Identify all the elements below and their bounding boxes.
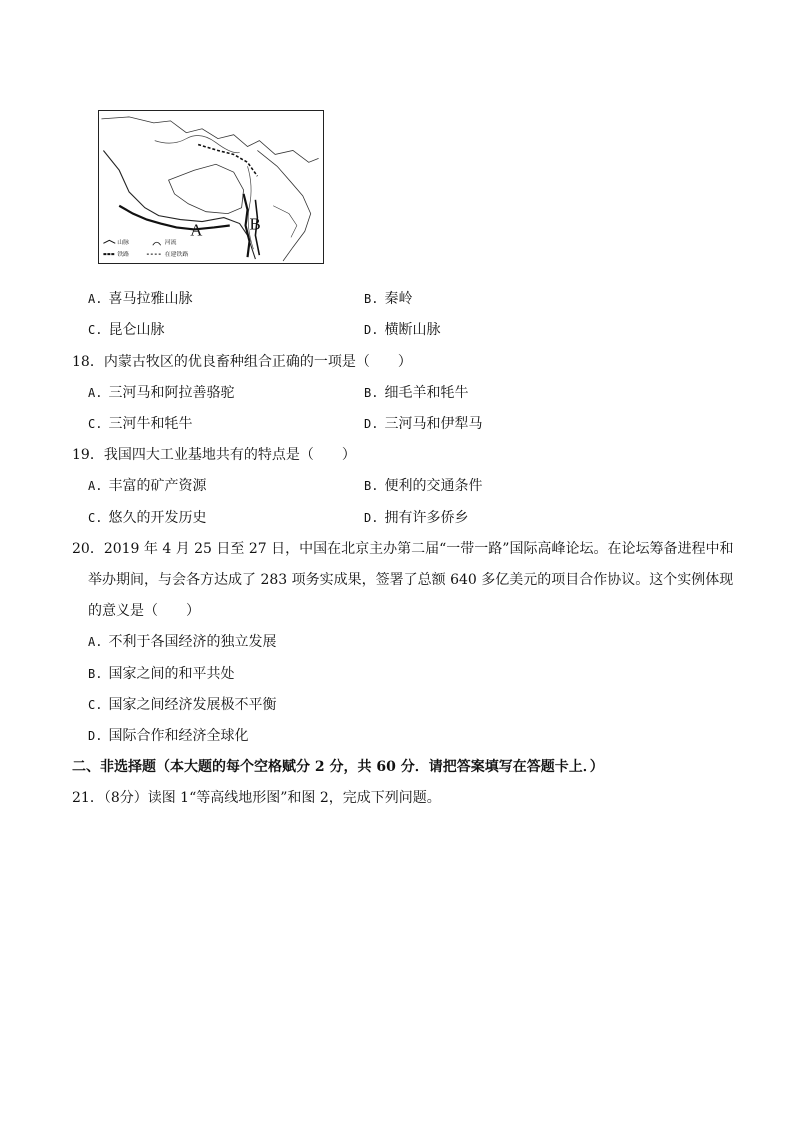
border-line <box>101 117 318 162</box>
q18-option-b[interactable] <box>364 383 468 403</box>
option-text: 国际合作和经济全球化 <box>108 728 249 744</box>
legend-mountain: 山脉 <box>117 240 130 247</box>
q20-stem-line-1: 20．2019 年 4 月 25 日至 27 日，中国在北京主办第二届“一带一路”国际高峰论坛。在论坛筹备进程中和 <box>72 541 734 557</box>
option-letter: A. <box>88 386 103 400</box>
railway-line <box>198 145 257 177</box>
option-letter: B. <box>88 667 103 681</box>
map-label-b: B <box>249 214 261 234</box>
q18-option-c[interactable] <box>88 414 192 434</box>
q18-option-d[interactable] <box>364 414 482 434</box>
q20-option-a[interactable] <box>88 632 276 652</box>
map-drawing <box>99 111 323 263</box>
q18-option-a[interactable] <box>88 383 234 403</box>
q17-option-a[interactable] <box>88 289 192 309</box>
option-letter: C. <box>88 698 103 712</box>
option-letter: D. <box>364 323 379 337</box>
border-line <box>273 206 297 238</box>
q19-option-a[interactable] <box>88 476 206 496</box>
q20-option-c[interactable] <box>88 695 276 715</box>
q19-option-c[interactable] <box>88 508 206 528</box>
option-letter: A. <box>88 635 103 649</box>
section-heading: 二、非选择题（本大题的每个空格赋分 2 分，共 60 分．请把答案填写在答题卡上．） <box>72 759 604 775</box>
option-text: 拥有许多侨乡 <box>384 510 469 526</box>
option-text: 秦岭 <box>384 291 413 307</box>
option-text: 昆仑山脉 <box>108 322 165 338</box>
mountain-range-a <box>119 206 230 230</box>
option-text: 丰富的矿产资源 <box>108 478 207 494</box>
q19-option-b[interactable] <box>364 476 482 496</box>
option-text: 便利的交通条件 <box>384 478 483 494</box>
q19-option-d[interactable] <box>364 508 468 528</box>
region-outline <box>169 164 244 213</box>
q20-option-b[interactable] <box>88 664 234 684</box>
option-letter: C. <box>88 511 103 525</box>
option-letter: B. <box>364 479 379 493</box>
option-text: 不利于各国经济的独立发展 <box>108 634 277 650</box>
q17-option-b[interactable] <box>364 289 412 309</box>
option-letter: A. <box>88 292 103 306</box>
option-letter: C. <box>88 323 103 337</box>
river-line <box>155 135 240 152</box>
q17-option-c[interactable] <box>88 320 164 340</box>
option-letter: B. <box>364 386 379 400</box>
option-letter: B. <box>364 292 379 306</box>
q18-stem: 18．内蒙古牧区的优良畜种组合正确的一项是（ ） <box>72 354 412 370</box>
option-letter: A. <box>88 479 103 493</box>
legend-planned-railway: 在建铁路 <box>164 252 189 259</box>
border-line <box>257 150 310 261</box>
option-text: 三河马和阿拉善骆驼 <box>108 385 235 401</box>
legend-river: 河流 <box>164 240 177 247</box>
option-letter: D. <box>364 511 379 525</box>
option-letter: D. <box>364 417 379 431</box>
region-map <box>98 110 324 264</box>
option-text: 三河牛和牦牛 <box>108 416 193 432</box>
q20-option-d[interactable] <box>88 726 248 746</box>
q19-stem: 19．我国四大工业基地共有的特点是（ ） <box>72 447 356 463</box>
map-legend <box>103 238 188 258</box>
option-text: 三河马和伊犁马 <box>384 416 483 432</box>
option-letter: C. <box>88 417 103 431</box>
legend-railway: 铁路 <box>117 252 130 259</box>
option-text: 国家之间的和平共处 <box>108 666 235 682</box>
map-label-a: A <box>190 220 203 240</box>
option-text: 细毛羊和牦牛 <box>384 385 469 401</box>
q20-stem-line-2: 举办期间，与会各方达成了 283 项务实成果，签署了总额 640 多亿美元的项目合作协议。这个实例体现 <box>88 572 734 588</box>
q20-stem-line-3: 的意义是（ ） <box>88 603 200 619</box>
option-text: 国家之间经济发展极不平衡 <box>108 697 277 713</box>
option-letter: D. <box>88 729 103 743</box>
option-text: 喜马拉雅山脉 <box>108 291 193 307</box>
q17-option-d[interactable] <box>364 320 440 340</box>
q21-stem: 21．（8分）读图 1“等高线地形图”和图 2，完成下列问题。 <box>72 790 441 806</box>
option-text: 横断山脉 <box>384 322 441 338</box>
option-text: 悠久的开发历史 <box>108 510 207 526</box>
